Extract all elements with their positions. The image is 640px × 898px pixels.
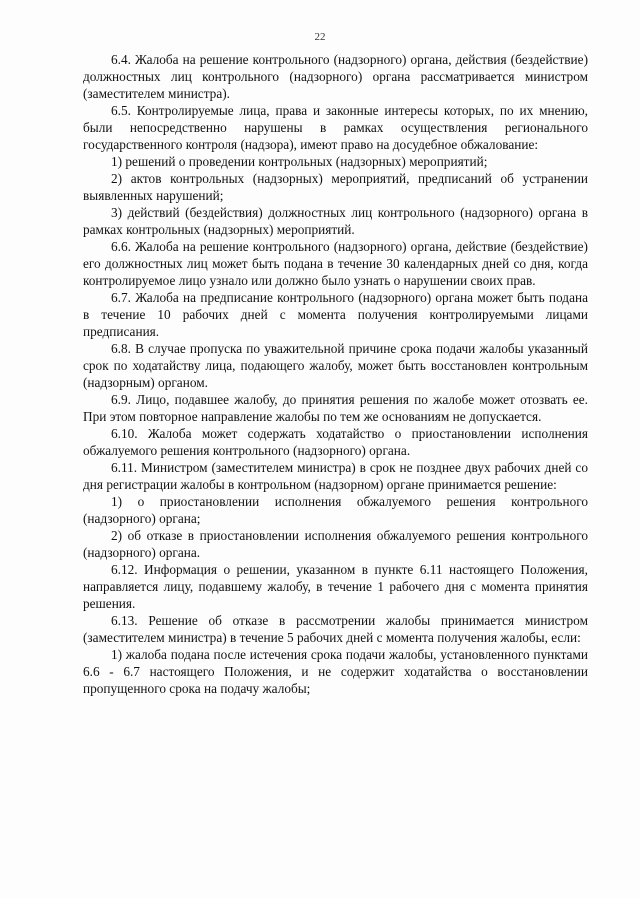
document-body [83,51,588,697]
list-item-6-5-3: 3) действий (бездействия) должностных лиц контрольного (надзорного) органа в рамках контрольных (надзорных) мероприятий. [83,205,588,237]
list-item-6-11-2: 2) об отказе в приостановлении исполнения обжалуемого решения контрольного (надзорного) органа. [83,528,588,560]
paragraph-6-7: 6.7. Жалоба на предписание контрольного (надзорного) органа может быть подана в течение 10 рабочих дней с момента получения контролируемыми лицами предписания. [83,290,588,339]
paragraph-6-13: 6.13. Решение об отказе в рассмотрении жалобы принимается министром (заместителем министра) в течение 5 рабочих дней с момента получения жалобы, если: [83,613,588,645]
paragraph-6-5: 6.5. Контролируемые лица, права и законные интересы которых, по их мнению, были непосредственно нарушены в рамках осуществления регионального государственного контроля (надзора), имеют право на досудебное обжалование: [83,103,588,152]
list-item-6-13-1: 1) жалоба подана после истечения срока подачи жалобы, установленного пунктами 6.6 - 6.7 настоящего Положения, и не содержит ходатайства о восстановлении пропущенного срока на подачу жалобы; [83,647,588,696]
paragraph-6-6: 6.6. Жалоба на решение контрольного (надзорного) органа, действие (бездействие) его должностных лиц может быть подана в течение 30 календарных дней со дня, когда контролируемое лицо узнало или должно было узнать о нарушении своих прав. [83,239,588,288]
paragraph-6-8: 6.8. В случае пропуска по уважительной причине срока подачи жалобы указанный срок по ходатайству лица, подающего жалобу, может быть восстановлен контрольным (надзорным) органом. [83,341,588,390]
paragraph-6-4: 6.4. Жалоба на решение контрольного (надзорного) органа, действия (бездействие) должностных лиц контрольного (надзорного) органа рассматривается министром (заместителем министра). [83,52,588,101]
paragraph-6-12: 6.12. Информация о решении, указанном в пункте 6.11 настоящего Положения, направляется лицу, подавшему жалобу, в течение 1 рабочего дня с момента принятия решения. [83,562,588,611]
paragraph-6-9: 6.9. Лицо, подавшее жалобу, до принятия решения по жалобе может отозвать ее. При этом повторное направление жалобы по тем же основаниям не допускается. [83,392,588,424]
list-item-6-5-2: 2) актов контрольных (надзорных) мероприятий, предписаний об устранении выявленных нарушений; [83,171,588,203]
list-item-6-5-1: 1) решений о проведении контрольных (надзорных) мероприятий; [111,154,488,169]
paragraph-6-10: 6.10. Жалоба может содержать ходатайство о приостановлении исполнения обжалуемого решения контрольного (надзорного) органа. [83,426,588,458]
page-number: 22 [314,31,326,43]
paragraph-6-11: 6.11. Министром (заместителем министра) в срок не позднее двух рабочих дней со дня регистрации жалобы в контрольном (надзорном) органе принимается решение: [83,460,588,492]
list-item-6-11-1: 1) о приостановлении исполнения обжалуемого решения контрольного (надзорного) органа; [83,494,588,526]
